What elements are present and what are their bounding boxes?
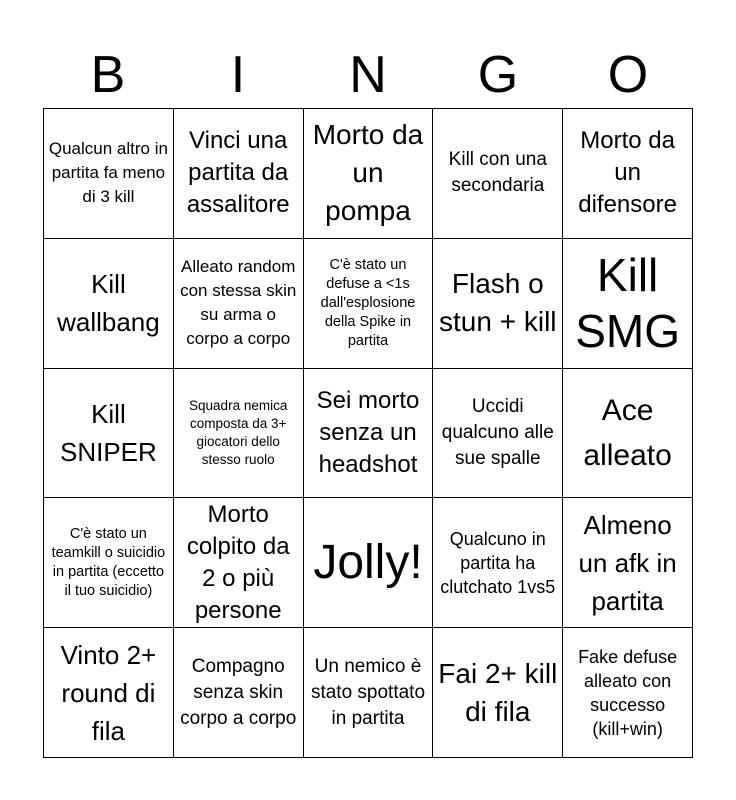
bingo-cell[interactable] <box>433 109 563 239</box>
bingo-cell[interactable] <box>433 239 563 369</box>
bingo-cell[interactable] <box>563 498 693 628</box>
bingo-cell[interactable] <box>433 498 563 628</box>
cell-text: Compagno senza skin corpo a corpo <box>180 655 297 729</box>
bingo-cell[interactable] <box>563 369 693 499</box>
cell-text: Almeno un afk in partita <box>578 509 677 616</box>
cell-text: C'è stato un defuse a <1s dall'esplosione della Spike in partita <box>320 256 416 349</box>
bingo-cell[interactable] <box>44 498 174 628</box>
cell-text: Kill con una secondaria <box>448 149 547 197</box>
cell-text: Alleato random con stessa skin su arma o corpo a corpo <box>180 257 297 349</box>
header-letter-g: G <box>477 46 519 104</box>
bingo-cell[interactable] <box>304 109 434 239</box>
bingo-cell[interactable] <box>44 628 174 758</box>
bingo-cell[interactable] <box>304 498 434 628</box>
cell-text: Morto da un pompa <box>312 119 424 227</box>
bingo-cell[interactable] <box>563 239 693 369</box>
cell-text: Qualcuno in partita ha clutchato 1vs5 <box>440 528 556 597</box>
bingo-cell[interactable] <box>563 109 693 239</box>
bingo-cell[interactable] <box>174 239 304 369</box>
cell-text: Fake defuse alleato con successo (kill+win) <box>578 646 678 739</box>
bingo-cell[interactable] <box>44 109 174 239</box>
bingo-cell[interactable] <box>304 369 434 499</box>
cell-text: Squadra nemica composta da 3+ giocatori dello stesso ruolo <box>189 397 288 467</box>
cell-text: Uccidi qualcuno alle sue spalle <box>441 395 554 469</box>
cell-text: Sei morto senza un headshot <box>316 386 420 478</box>
bingo-cell[interactable] <box>174 109 304 239</box>
cell-text: Vinto 2+ round di fila <box>60 639 157 746</box>
bingo-cell[interactable] <box>174 498 304 628</box>
cell-text: Vinci una partita da assalitore <box>186 127 290 219</box>
header-letter-n: N <box>349 46 387 104</box>
header-letter-i: I <box>230 46 246 104</box>
bingo-cell[interactable] <box>174 628 304 758</box>
cell-text: Un nemico è stato spottato in partita <box>310 655 426 729</box>
header-letter-b: B <box>90 46 126 104</box>
header-letter-o: O <box>607 46 649 104</box>
bingo-cell[interactable] <box>563 628 693 758</box>
cell-text: Kill SMG <box>575 249 680 358</box>
cell-text: Morto da un difensore <box>578 127 677 219</box>
bingo-header <box>43 42 693 108</box>
cell-text: Jolly! <box>313 535 423 589</box>
cell-text: Fai 2+ kill di fila <box>438 657 558 727</box>
cell-text: Morto colpito da 2 o più persone <box>186 500 290 624</box>
bingo-cell[interactable] <box>433 369 563 499</box>
bingo-cell[interactable] <box>44 239 174 369</box>
bingo-cell[interactable] <box>44 369 174 499</box>
bingo-cell[interactable] <box>304 628 434 758</box>
bingo-cell[interactable] <box>304 239 434 369</box>
cell-text: Kill wallbang <box>57 269 160 338</box>
bingo-cell[interactable] <box>433 628 563 758</box>
bingo-cell[interactable] <box>174 369 304 499</box>
bingo-grid <box>43 108 693 758</box>
cell-text: Qualcun altro in partita fa meno di 3 kill <box>48 139 168 207</box>
cell-text: Kill SNIPER <box>59 398 157 467</box>
cell-text: Ace alleato <box>583 393 672 472</box>
cell-text: C'è stato un teamkill o suicidio in partita (eccetto il tuo suicidio) <box>51 525 166 599</box>
cell-text: Flash o stun + kill <box>439 268 557 338</box>
